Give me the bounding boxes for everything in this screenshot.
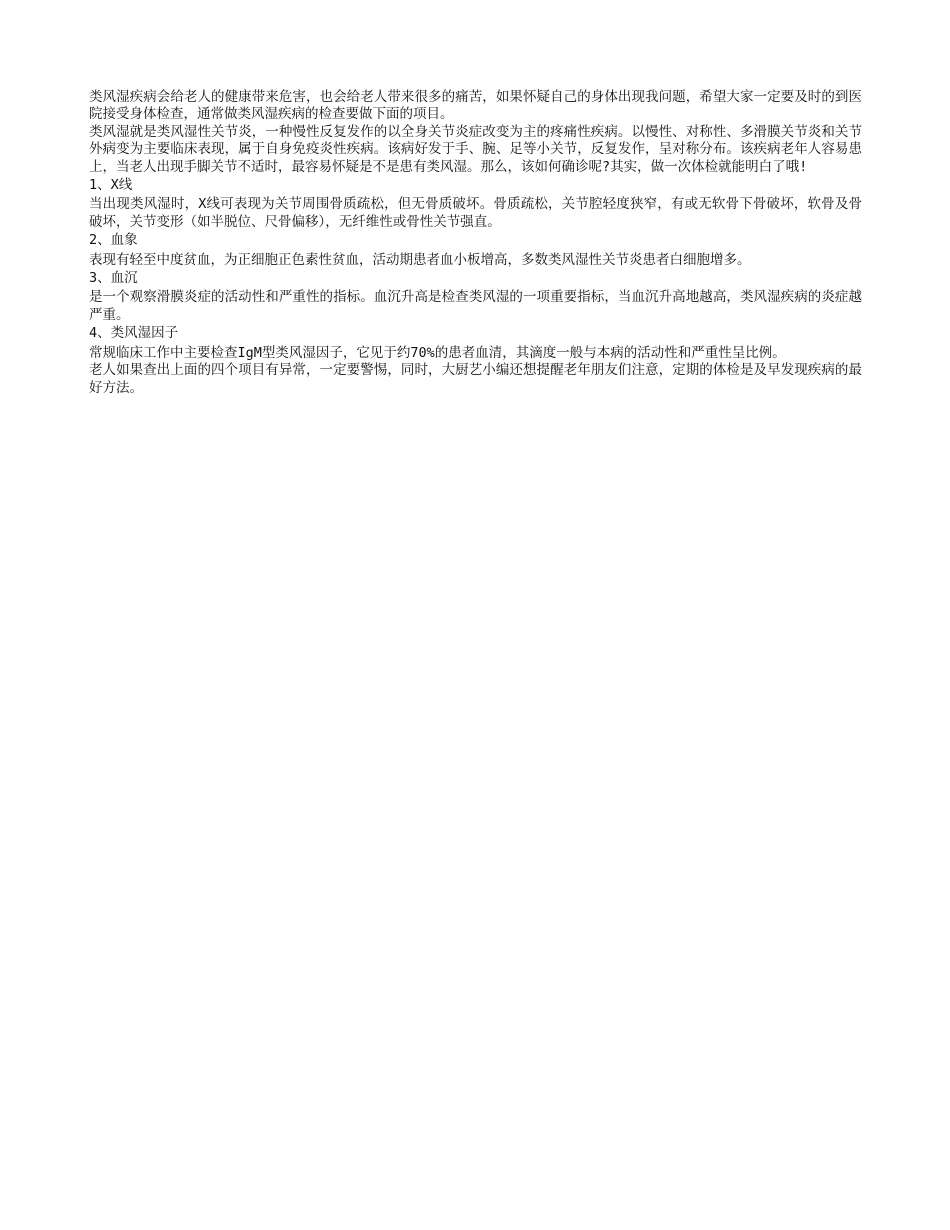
section-body: 常规临床工作中主要检查IgM型类风湿因子，它见于约70%的患者血清，其滴度一般与本病的活动性和严重性呈比例。 (89, 344, 786, 361)
section-body: 当出现类风湿时，X线可表现为关节周围骨质疏松，但无骨质破坏。骨质疏松，关节腔轻度狭窄，有或无软骨下骨破坏，软骨及骨破坏，关节变形（如半脱位、尺骨偏移），无纤维性或骨性关节强直。 (89, 196, 862, 230)
section-heading: 4、类风湿因子 (89, 325, 179, 342)
article (89, 89, 862, 397)
section-heading: 2、血象 (89, 232, 138, 249)
section-body: 是一个观察滑膜炎症的活动性和严重性的指标。血沉升高是检查类风湿的一项重要指标，当血沉升高地越高，类风湿疾病的炎症越严重。 (89, 289, 862, 323)
definition-paragraph: 类风湿就是类风湿性关节炎，一种慢性反复发作的以全身关节炎症改变为主的疼痛性疾病。以慢性、对称性、多滑膜关节炎和关节外病变为主要临床表现，属于自身免疫炎性疾病。该病好发于手、腕、足等小关节，反复发作，呈对称分布。该疾病老年人容易患上，当老人出现手脚关节不适时，最容易怀疑是不是患有类风湿。那么，该如何确诊呢?其实，做一次体检就能明白了哦! (89, 123, 862, 175)
section-blood-count (89, 232, 862, 269)
section-heading: 1、X线 (89, 177, 133, 194)
intro-paragraph: 类风湿疾病会给老人的健康带来危害，也会给老人带来很多的痛苦，如果怀疑自己的身体出现我问题，希望大家一定要及时的到医院接受身体检查，通常做类风湿疾病的检查要做下面的项目。 (89, 89, 862, 123)
section-rheumatoid-factor (89, 325, 862, 362)
section-heading: 3、血沉 (89, 270, 138, 287)
section-body: 表现有轻至中度贫血，为正细胞正色素性贫血，活动期患者血小板增高，多数类风湿性关节炎患者白细胞增多。 (89, 251, 751, 268)
section-esr (89, 270, 862, 324)
conclusion-paragraph: 老人如果查出上面的四个项目有异常，一定要警惕，同时，大厨艺小编还想提醒老年朋友们注意，定期的体检是及早发现疾病的最好方法。 (89, 362, 862, 396)
section-xray (89, 177, 862, 231)
